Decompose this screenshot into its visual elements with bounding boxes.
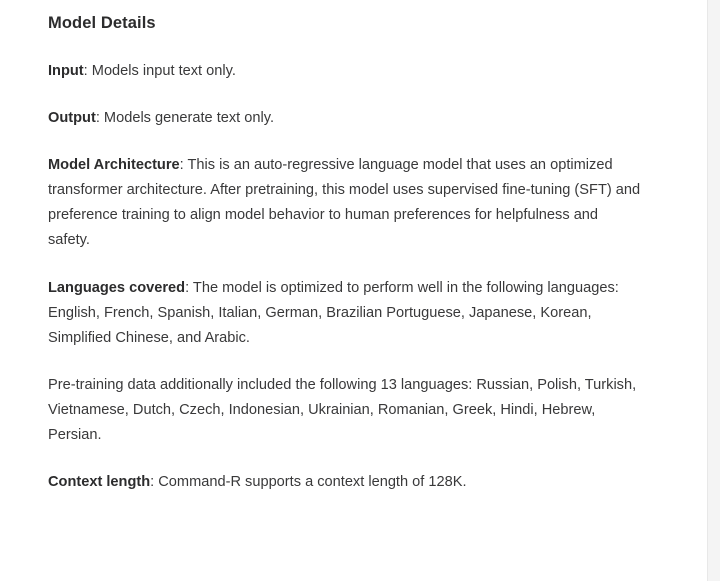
paragraph-output [48, 106, 642, 131]
scrollbar-gutter[interactable] [707, 0, 720, 581]
paragraph-lead: Languages covered [48, 279, 186, 296]
paragraph-lead: Input [48, 63, 84, 79]
paragraph-body: : This is an auto-regressive language model that uses an optimized transformer architecture. After pretraining, this model uses supervised fine-tuning (SFT) and preference training to align model behavior to human preferences for helpfulness and safety. [48, 157, 641, 249]
paragraph-body: : Models generate text only. [95, 110, 275, 127]
paragraph-lead: Model Architecture [48, 157, 180, 174]
page-title: Model Details [48, 14, 156, 32]
paragraph-input [48, 59, 642, 84]
paragraph-context-length [48, 470, 642, 495]
paragraph-model-architecture [48, 153, 642, 253]
paragraph-languages-covered [48, 276, 642, 351]
paragraph-body: : Command-R supports a context length of 128K. [150, 474, 467, 491]
paragraph-body: Pre-training data additionally included the following 13 languages: Russian, Polish, Turkish, Vietnamese, Dutch, Czech, Indonesian, Ukrainian, Romanian, Greek, Hindi, Hebrew, Persian. [48, 376, 637, 444]
paragraph-lead: Context length [48, 474, 151, 491]
paragraph-lead: Output [48, 110, 96, 127]
paragraph-body: : Models input text only. [83, 63, 236, 79]
paragraph-pretraining-languages [48, 373, 642, 448]
paragraph-body: : The model is optimized to perform well in the following languages: English, French, Spanish, Italian, German, Brazilian Portuguese, Japanese, Korean, Simplified Chinese, and Arabic. [48, 279, 619, 346]
